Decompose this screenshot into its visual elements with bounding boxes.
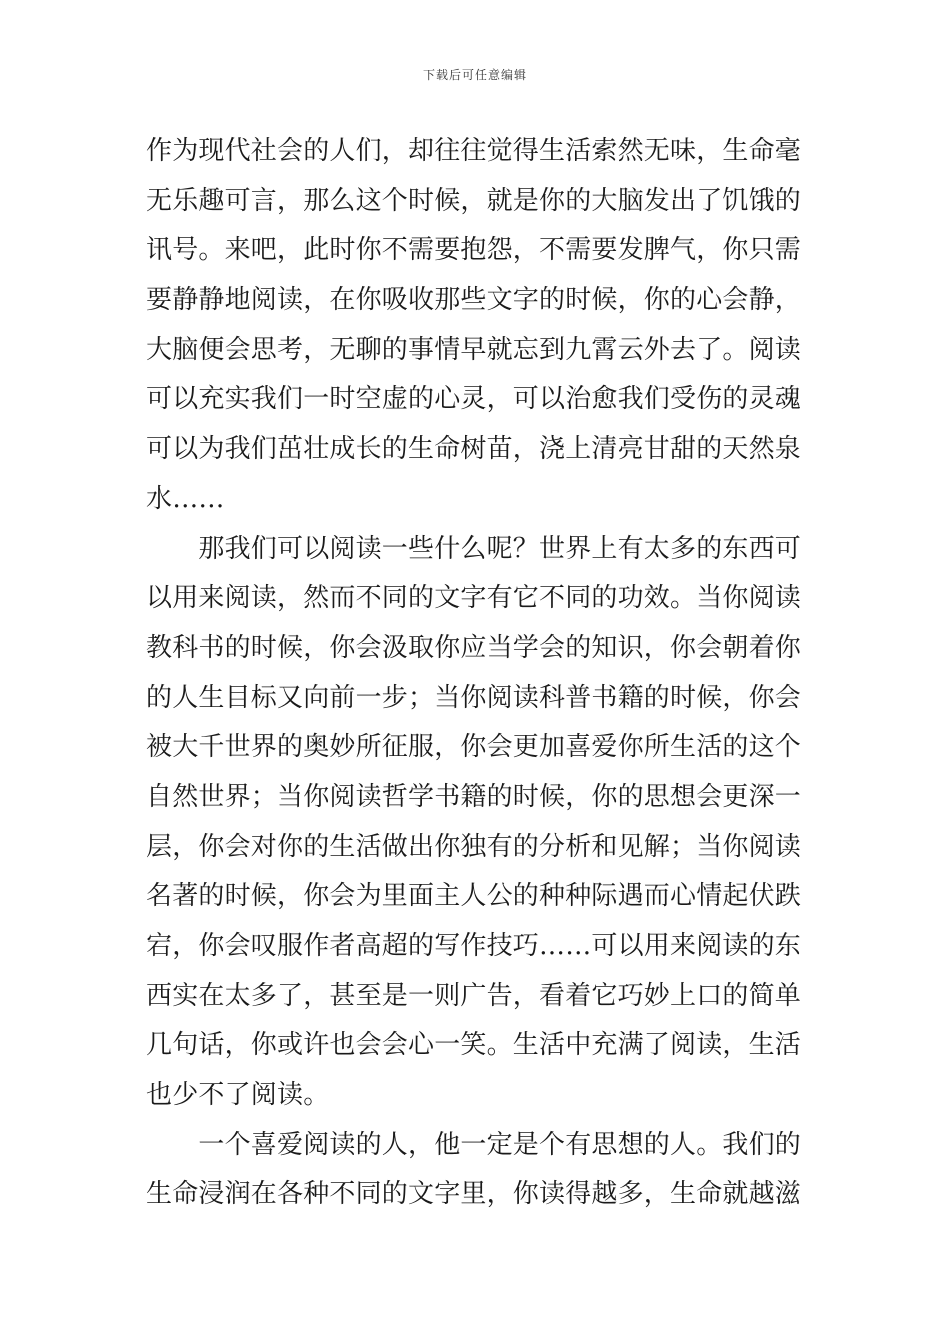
text-line: 几句话，你或许也会会心一笑。生活中充满了阅读，生活 xyxy=(146,1030,802,1061)
text-line: 以用来阅读，然而不同的文字有它不同的功效。当你阅读 xyxy=(146,583,802,614)
text-line: 名著的时候，你会为里面主人公的种种际遇而心情起伏跌 xyxy=(146,881,802,912)
text-line: 西实在太多了，甚至是一则广告，看着它巧妙上口的简单 xyxy=(146,980,802,1011)
text-line: 讯号。来吧，此时你不需要抱怨，不需要发脾气，你只需 xyxy=(146,235,802,266)
text-line: 可以充实我们一时空虚的心灵，可以治愈我们受伤的灵魂 xyxy=(146,384,802,415)
text-line: 无乐趣可言，那么这个时候，就是你的大脑发出了饥饿的 xyxy=(146,185,802,216)
text-line: 被大千世界的奥妙所征服，你会更加喜爱你所生活的这个 xyxy=(146,732,802,763)
document-body xyxy=(146,127,810,1220)
text-line: 那我们可以阅读一些什么呢？世界上有太多的东西可 xyxy=(146,533,802,564)
text-line: 一个喜爱阅读的人，他一定是个有思想的人。我们的 xyxy=(146,1129,802,1160)
text-line: 也少不了阅读。 xyxy=(146,1080,330,1111)
text-line: 作为现代社会的人们，却往往觉得生活索然无味，生命毫 xyxy=(146,136,802,166)
page-header-note: 下载后可任意编辑 xyxy=(422,68,527,82)
text-line: 宕，你会叹服作者高超的写作技巧……可以用来阅读的东 xyxy=(146,931,802,961)
text-line: 层，你会对你的生活做出你独有的分析和见解；当你阅读 xyxy=(146,831,802,862)
text-line: 的人生目标又向前一步；当你阅读科普书籍的时候，你会 xyxy=(146,682,802,713)
text-line: 生命浸润在各种不同的文字里，你读得越多，生命就越滋 xyxy=(146,1179,802,1210)
text-line: 自然世界；当你阅读哲学书籍的时候，你的思想会更深一 xyxy=(146,781,802,812)
text-line: 要静静地阅读，在你吸收那些文字的时候，你的心会静， xyxy=(146,285,802,316)
text-line: 教科书的时候，你会汲取你应当学会的知识，你会朝着你 xyxy=(146,632,802,663)
text-line: 可以为我们茁壮成长的生命树苗，浇上清亮甘甜的天然泉 xyxy=(146,434,802,465)
text-line: 水…… xyxy=(146,483,225,514)
text-line: 大脑便会思考，无聊的事情早就忘到九霄云外去了。阅读 xyxy=(146,334,802,365)
